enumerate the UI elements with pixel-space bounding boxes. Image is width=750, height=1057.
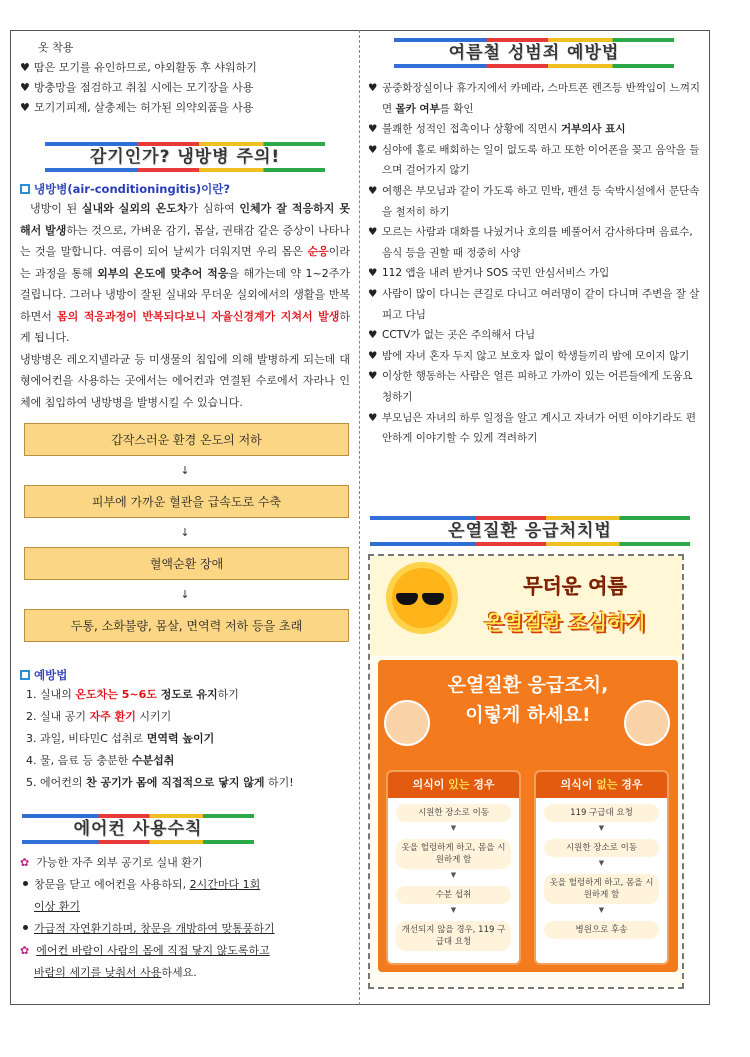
list-item: ✿ 에어컨 바람이 사람의 몸에 직접 닿지 않도록하고 <box>20 944 270 957</box>
down-arrow-icon: ↓ <box>180 526 190 539</box>
heart-icon: ♥ <box>368 349 378 362</box>
section-header-heat: 온열질환 응급처치법 <box>370 516 690 546</box>
list-item: 창문을 닫고 에어컨을 사용하되, 2시간마다 1회 <box>20 874 350 896</box>
heart-icon: ♥ <box>20 81 30 94</box>
cold-description: 냉방이 된 실내와 실외의 온도차가 심하여 인체가 잘 적응하지 못해서 발생하는 것으로, 가벼운 감기, 몸살, 권태감 같은 증상이 나타나는 것을 말합니다. 여름이 되어 날씨가 더워지면 우리 몸은 순응이라는 과정을 통해 외부의 온도에 맞추어 적응을 해가는데 약 1~2주가 걸립니다. 그러나 냉방이 잘된 실내와 무더운 실외에서의 생활을 반복하면서 몸의 적응과정이 반복되다보니 자율신경계가 지쳐서 발생하게 됩니다. <box>20 202 351 344</box>
flow-step: 혈액순환 장애 <box>24 547 349 580</box>
down-triangle-icon: ▼ <box>450 906 457 914</box>
flow-step: 피부에 가까운 혈관을 급속도로 수축 <box>24 485 349 518</box>
heart-icon: ♥ <box>368 267 378 280</box>
step: 옷을 헐렁하게 하고, 몸을 시원하게 함 <box>396 839 511 869</box>
heart-icon: ♥ <box>20 61 30 74</box>
column-divider <box>359 30 360 1005</box>
list-item: 1. 실내의 온도차는 5~6도 정도로 유지하기 <box>26 688 239 701</box>
down-triangle-icon: ▼ <box>450 871 457 879</box>
flower-icon: ✿ <box>20 856 30 869</box>
down-triangle-icon: ▼ <box>598 824 605 832</box>
down-triangle-icon: ▼ <box>598 859 605 867</box>
sunglasses-icon <box>396 590 448 602</box>
list-item: ♥ 모르는 사람과 대화를 나눴거나 호의를 베풀어서 감사하다며 음료수, 음식 등을 권할 때 정중히 사양 <box>368 222 700 263</box>
list-item: 2. 실내 공기 자주 환기 시키기 <box>26 710 172 723</box>
heart-icon: ♥ <box>368 184 378 197</box>
list-item: ♥ CCTV가 없는 곳은 주의해서 다님 <box>368 325 700 346</box>
flow-chart <box>20 423 350 642</box>
step: 병원으로 후송 <box>544 921 659 939</box>
section-header-crime: 여름철 성범죄 예방법 <box>394 38 674 68</box>
heart-icon: ♥ <box>368 226 378 239</box>
prevention-list <box>20 684 350 794</box>
panel-heading: 이렇게 하세요! <box>465 704 591 726</box>
conscious-case-box <box>386 770 521 965</box>
list-item: ♥ 불쾌한 성적인 접촉이나 상황에 직면시 거부의사 표시 <box>368 119 700 140</box>
heart-icon: ♥ <box>20 101 30 114</box>
panel-heading: 온열질환 응급조치, <box>447 674 609 696</box>
section-header-aircon: 에어컨 사용수칙 <box>22 814 254 844</box>
square-icon <box>20 184 30 194</box>
right-column <box>368 38 700 449</box>
first-aid-panel <box>378 660 678 972</box>
down-arrow-icon: ↓ <box>180 464 190 477</box>
heart-icon: ♥ <box>368 82 378 94</box>
square-icon <box>20 670 30 680</box>
heart-icon: ♥ <box>368 123 378 136</box>
list-item: ♥ 112 앱을 내려 받거나 SOS 국민 안심서비스 가입 <box>368 263 700 284</box>
cold-cause: 냉방병은 레오지넬라균 등 미생물의 침입에 의해 발병하게 되는데 대형에어컨을 사용하는 곳에서는 에어컨과 연결된 수로에서 자라나 인체에 침입하여 냉방병을 발병시킬 수 있습니다. <box>20 352 350 409</box>
step: 시원한 장소로 이동 <box>544 839 659 857</box>
list-item: 가급적 자연환기하며, 창문을 개방하여 맞통풍하기 <box>20 918 350 940</box>
intro-line: 옷 착용 <box>38 41 74 54</box>
down-arrow-icon: ↓ <box>180 588 190 601</box>
list-item: ♥ 부모님은 자녀의 하루 일정을 알고 계시고 자녀가 어떤 이야기라도 편안하게 이야기할 수 있게 격려하기 <box>368 408 700 449</box>
heart-icon: ♥ <box>368 143 378 156</box>
heart-icon: ♥ <box>368 370 378 383</box>
intro-line: ♥ 방충망을 점검하고 취침 시에는 모기장을 사용 <box>20 78 350 98</box>
heat-illness-poster <box>368 554 684 989</box>
poster-title: 무더운 여름 <box>523 574 627 598</box>
poster-subtitle: 온열질환 조심하기 <box>484 610 646 634</box>
box-heading: 의식이 있는 경우 <box>388 772 519 798</box>
section-header-cold: 감기인가? 냉방병 주의! <box>45 142 325 172</box>
down-triangle-icon: ▼ <box>450 824 457 832</box>
list-item: ♥ 심야에 홀로 배회하는 일이 없도록 하고 또한 이어폰을 꽂고 음악을 들으며 걸어가지 않기 <box>368 140 700 181</box>
crime-prevention-list <box>368 78 700 449</box>
step: 시원한 장소로 이동 <box>396 804 511 822</box>
list-item: ♥ 공중화장실이나 휴가지에서 카메라, 스마트폰 렌즈등 반짝임이 느껴지면 몰카 여부를 확인 <box>368 78 700 119</box>
heart-icon: ♥ <box>368 411 378 424</box>
step: 119 구급대 요청 <box>544 804 659 822</box>
flow-step: 갑작스러운 환경 온도의 저하 <box>24 423 349 456</box>
list-item: ♥ 사람이 많이 다니는 큰길로 다니고 여러명이 같이 다니며 주변을 잘 살피고 다님 <box>368 284 700 325</box>
child-illustration <box>384 700 430 746</box>
step: 수분 섭취 <box>396 886 511 904</box>
step: 옷을 헐렁하게 하고, 몸을 시원하게 함 <box>544 874 659 904</box>
list-item: ♥ 이상한 행동하는 사람은 얼른 피하고 가까이 있는 어른들에게 도움요청하기 <box>368 366 700 407</box>
child-illustration <box>624 700 670 746</box>
list-item: ✿ 가능한 자주 외부 공기로 실내 환기 <box>20 856 203 869</box>
unconscious-case-box <box>534 770 669 965</box>
list-item: 3. 과일, 비타민C 섭취로 면역력 높이기 <box>26 732 215 745</box>
subheading-prevention: 예방법 <box>20 666 350 684</box>
list-item: ♥ 여행은 부모님과 같이 가도록 하고 민박, 펜션 등 숙박시설에서 문단속을 철저히 하기 <box>368 181 700 222</box>
bullet-icon <box>23 925 28 930</box>
intro-line: ♥ 땀은 모기를 유인하므로, 야외활동 후 샤워하기 <box>20 58 350 78</box>
down-triangle-icon: ▼ <box>598 906 605 914</box>
left-column <box>20 38 350 984</box>
subheading-air-conditioning: 냉방병(air-conditioningitis)이란? <box>20 180 350 198</box>
list-item: 5. 에어컨의 찬 공기가 몸에 직접적으로 닿지 않게 하기! <box>26 776 294 789</box>
heart-icon: ♥ <box>368 287 378 300</box>
list-item: 4. 물, 음료 등 충분한 수분섭취 <box>26 754 175 767</box>
intro-line: ♥ 모기기피제, 살충제는 허가된 의약외품을 사용 <box>20 98 350 118</box>
heart-icon: ♥ <box>368 329 378 342</box>
list-item: ♥ 밤에 자녀 혼자 두지 않고 보호자 없이 학생들끼리 밤에 모이지 않기 <box>368 346 700 367</box>
step: 개선되지 않을 경우, 119 구급대 요청 <box>396 921 511 951</box>
aircon-rules: ✿ 가능한 자주 외부 공기로 실내 환기 창문을 닫고 에어컨을 사용하되, 2시간마다 1회 이상 환기 가급적 자연환기하며, 창문을 개방하여 맞통풍하기 ✿ 에어컨 바람이 사람의 몸에 직접 닿지 않도록하고 바람의 세기를 낮춰서 사용하세요. <box>20 852 350 984</box>
box-heading: 의식이 없는 경우 <box>536 772 667 798</box>
flow-step: 두통, 소화불량, 몸살, 면역력 저하 등을 초래 <box>24 609 349 642</box>
flower-icon: ✿ <box>20 944 30 957</box>
bullet-icon <box>23 881 28 886</box>
